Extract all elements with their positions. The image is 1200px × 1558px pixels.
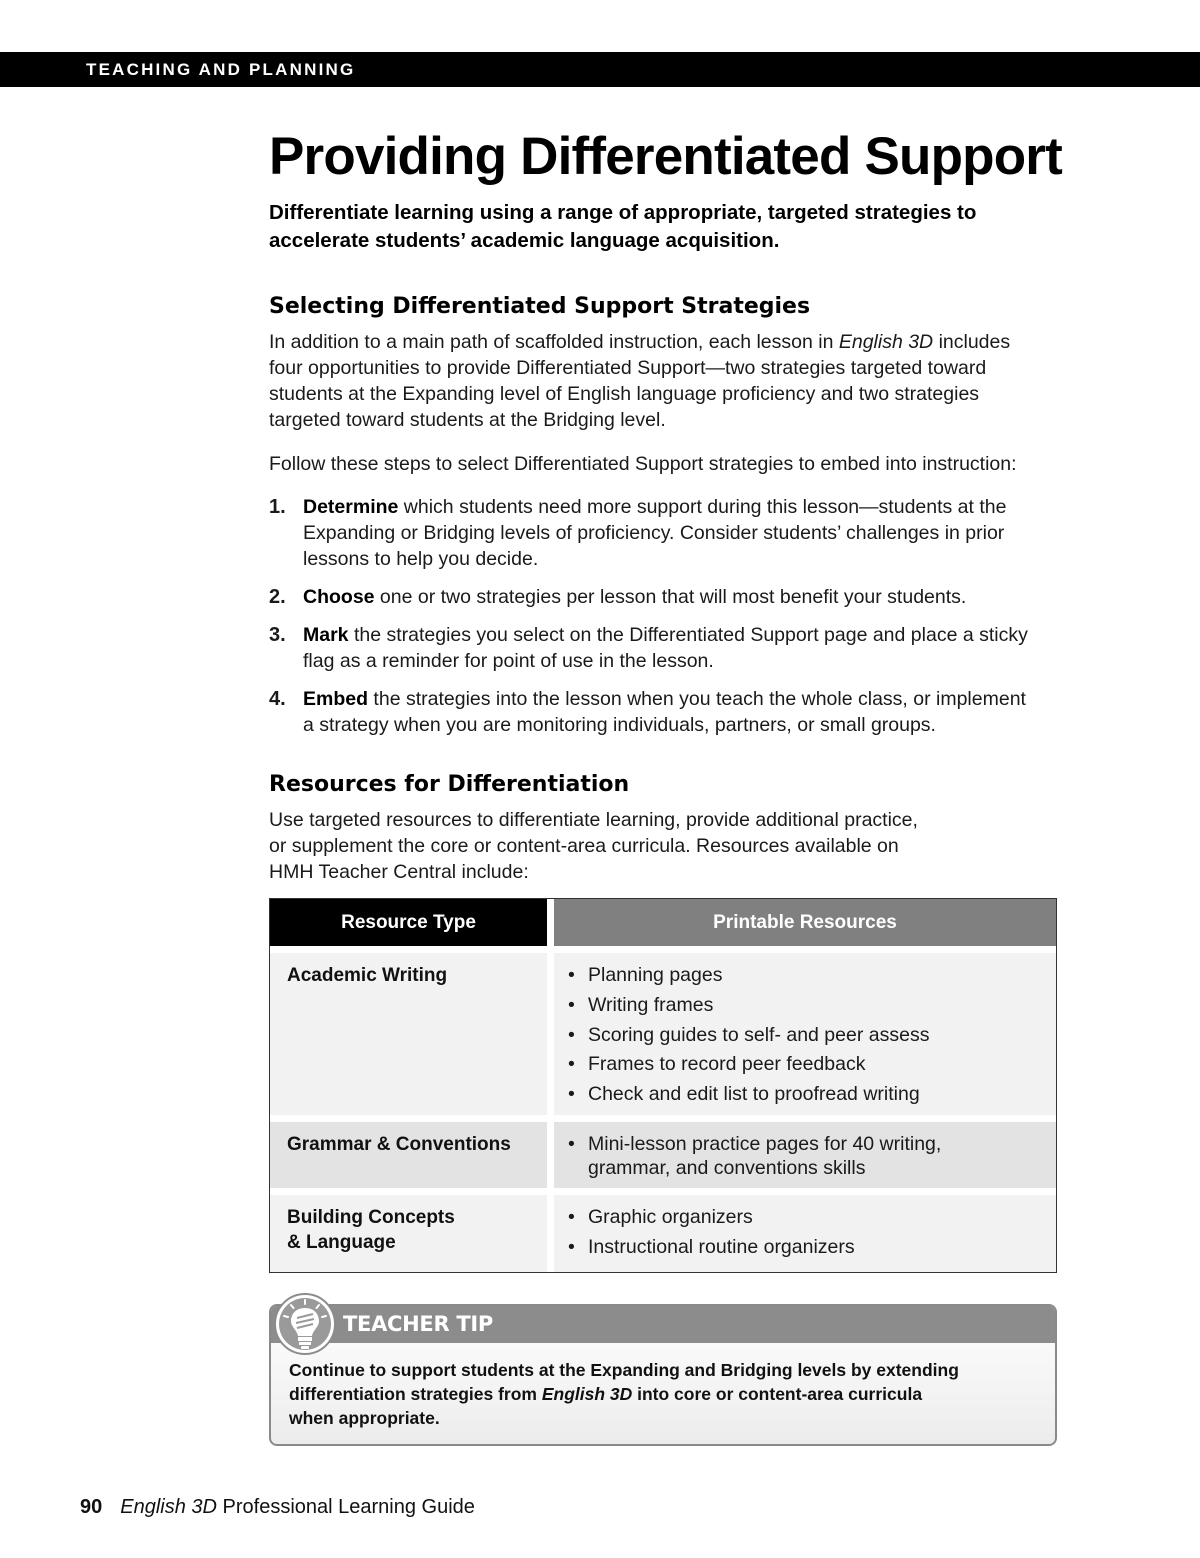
list-item: • Writing frames [568, 993, 929, 1017]
table-header-resource-type: Resource Type [270, 899, 547, 946]
section-label: TEACHING AND PLANNING [86, 60, 356, 79]
list-item: • Instructional routine organizers [568, 1235, 855, 1259]
steps-intro-line: Follow these steps to select Differentiated Support strategies to embed into instruction: [269, 453, 1017, 475]
resource-type-cell: Building Concepts & Language [287, 1207, 455, 1253]
resource-type-cell: Academic Writing [287, 965, 448, 986]
paragraph-line: or supplement the core or content-area curricula. Resources available on [269, 835, 899, 857]
paragraph-line: In addition to a main path of scaffolded instruction, each lesson in English 3D includes [269, 331, 1011, 353]
teacher-tip-box [269, 1304, 1057, 1446]
step-number: 4. [269, 688, 286, 710]
steps-intro [269, 451, 1017, 477]
section-header-bar [0, 52, 1200, 87]
teacher-tip-title: TEACHER TIP [343, 1312, 493, 1336]
intro-text [269, 199, 1059, 255]
teacher-tip-text: Continue to support students at the Expanding and Bridging levels by extending differentiation strategies from English 3D into core or content-area curricula when appropriate. [289, 1360, 959, 1428]
table-row [554, 953, 1056, 1115]
intro-line: accelerate students’ academic language acquisition. [269, 229, 780, 252]
step-number: 2. [269, 586, 286, 608]
table-row [554, 1122, 1056, 1188]
page-number: 90 [80, 1496, 103, 1518]
resource-list [568, 1205, 855, 1265]
list-item: • Graphic organizers [568, 1205, 855, 1229]
step-verb: Choose [303, 586, 375, 608]
step-number: 1. [269, 496, 286, 518]
list-item: • Planning pages [568, 963, 929, 987]
section-heading-resources: Resources for Differentiation [269, 772, 630, 797]
table-row [270, 1195, 547, 1272]
page-title: Providing Differentiated Support [269, 127, 1062, 186]
list-item: • Mini-lesson practice pages for 40 writing, grammar, and conventions skills [568, 1132, 941, 1180]
resource-type-cell: Grammar & Conventions [287, 1134, 511, 1155]
table-row [554, 1195, 1056, 1272]
step-number: 3. [269, 624, 286, 646]
book-title-rest: Professional Learning Guide [216, 1496, 475, 1518]
table-header-printable-resources: Printable Resources [554, 899, 1056, 946]
step-verb: Embed [303, 688, 369, 710]
resource-list [568, 963, 929, 1112]
resources-paragraph [269, 807, 918, 885]
list-item: • Scoring guides to self- and peer assess [568, 1023, 929, 1047]
table-row [270, 953, 547, 1115]
list-item: • Check and edit list to proofread writing [568, 1082, 929, 1106]
resource-list [568, 1132, 941, 1180]
page-footer [80, 1496, 475, 1519]
paragraph-line: Use targeted resources to differentiate learning, provide additional practice, [269, 809, 918, 831]
step-verb: Mark [303, 624, 349, 646]
book-title-em: English 3D [120, 1496, 217, 1518]
teacher-tip-header [271, 1306, 1055, 1343]
table-row [270, 1122, 547, 1188]
list-item: • Frames to record peer feedback [568, 1052, 929, 1076]
section-heading-strategies: Selecting Differentiated Support Strategies [269, 294, 811, 319]
paragraph-line: HMH Teacher Central include: [269, 861, 529, 883]
intro-line: Differentiate learning using a range of appropriate, targeted strategies to [269, 201, 977, 224]
strategies-paragraph [269, 329, 1010, 433]
lightbulb-icon [273, 1292, 337, 1356]
paragraph-line: targeted toward students at the Bridging level. [269, 409, 666, 431]
step-verb: Determine [303, 496, 399, 518]
paragraph-line: students at the Expanding level of English language proficiency and two strategies [269, 383, 980, 405]
paragraph-line: four opportunities to provide Differentiated Support—two strategies targeted toward [269, 357, 987, 379]
resources-table [269, 898, 1057, 1273]
